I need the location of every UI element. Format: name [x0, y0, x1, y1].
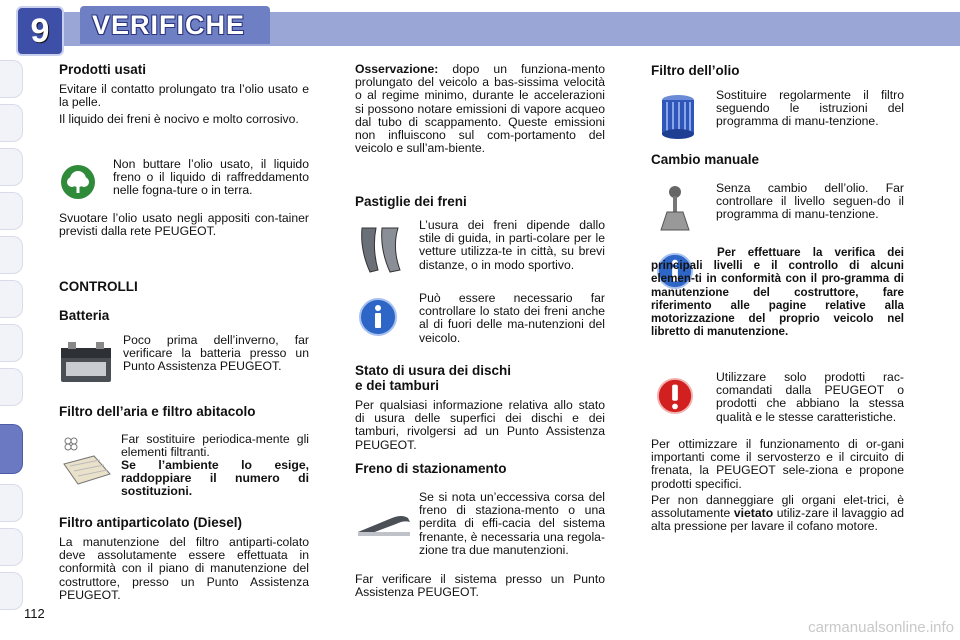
- chapter-tab[interactable]: [0, 104, 23, 142]
- observation-text: [355, 63, 605, 155]
- oil-filter-title: Filtro dell’olio: [651, 63, 740, 78]
- oil-filter-icon: [657, 92, 699, 142]
- chapter-tabs: [0, 60, 26, 620]
- chapter-tab[interactable]: [0, 572, 23, 610]
- warning-icon: [656, 377, 694, 415]
- info-icon: [358, 297, 398, 337]
- chapter-tab[interactable]: [0, 236, 23, 274]
- discs-title-line1: Stato di usura dei dischi: [355, 363, 512, 378]
- maintenance-note: Per effettuare la verifica dei principali livelli e il controllo di alcuni elemen-ti in conformità con il pro-gramma di manutenzione del costruttore, fare riferimento alle pagine relative alla motorizzazione del proprio veicolo nel libretto di manutenzione.: [651, 246, 904, 339]
- observation-label: Osservazione:: [355, 62, 439, 76]
- handbrake-icon: [356, 504, 412, 538]
- gearbox-title: Cambio manuale: [651, 152, 760, 167]
- discs-title-line2: e dei tamburi: [355, 378, 440, 393]
- recycle-tree-icon: [60, 164, 96, 200]
- battery-text: Poco prima dell’inverno, far verificare la batteria presso un Punto Assistenza PEUGEOT.: [123, 333, 309, 374]
- used-products-text: Evitare il contatto prolungato tra l’olio usato e la pelle.: [59, 82, 309, 110]
- air-filter-text: Far sostituire periodica-mente gli elementi filtranti.: [121, 432, 309, 460]
- watermark: carmanualsonline.info: [808, 619, 954, 636]
- chapter-tab[interactable]: [0, 192, 23, 230]
- gear-lever-icon: [655, 184, 695, 234]
- washing-text-b: utiliz-zare il lavaggio ad alta pressione per lavare il cofano motore.: [651, 506, 904, 534]
- chapter-tab[interactable]: [0, 368, 23, 406]
- used-products-title: Prodotti usati: [59, 62, 146, 77]
- chapter-tab[interactable]: [0, 280, 23, 318]
- brake-pads-icon: [356, 222, 408, 276]
- air-filter-note: Se l’ambiente lo esige, raddoppiare il numero di sostituzioni.: [121, 458, 309, 499]
- dpf-title: Filtro antiparticolato (Diesel): [59, 515, 243, 530]
- chapter-tab[interactable]: [0, 148, 23, 186]
- chapter-tab[interactable]: [0, 324, 23, 362]
- battery-title: Batteria: [59, 308, 110, 323]
- handbrake-text: [419, 491, 605, 557]
- disposal-text: Svuotare l’olio usato negli appositi con-tainer previsti dalla rete PEUGEOT.: [59, 211, 309, 239]
- disposal-note: Non buttare l’olio usato, il liquido freno o il liquido di raffreddamento nelle fogna-ture o in terra.: [113, 157, 309, 198]
- dpf-text: La manutenzione del filtro antiparti-colato deve assolutamente essere effettuata in conformità con il piano di manutenzione del costruttore, presso un Punto Assistenza PEUGEOT.: [59, 535, 309, 602]
- observation-body: dopo un funziona-mento prolungato del veicolo a bas-sissima velocità o al regime minimo, durante le accelerazioni si possono notare emissioni di vapore acqueo dal tubo di scappamento. Queste emissioni non influiscono sul com-portamento del veicolo e sull’am-biente.: [355, 62, 605, 156]
- air-filter-icon: [60, 434, 114, 488]
- page-title: VERIFICHE: [92, 10, 246, 40]
- washing-text-a: Per non danneggiare gli organi elet-trici, è assolutamente: [651, 493, 904, 521]
- chapter-number: 9: [16, 6, 64, 56]
- air-filter-title: Filtro dell’aria e filtro abitacolo: [59, 404, 256, 419]
- washing-forbidden: vietato: [733, 506, 774, 521]
- products-warning: Utilizzare solo prodotti rac-comandati dalla PEUGEOT o prodotti che abbiano la stessa qualità e le stesse caratteristiche.: [716, 370, 904, 424]
- brake-pads-info: Può essere necessario far controllare lo stato dei freni anche al di fuori delle ma-nutenzioni del veicolo.: [419, 291, 605, 345]
- page-header: [0, 0, 960, 56]
- battery-icon: [58, 336, 114, 386]
- chapter-tab-active[interactable]: [0, 424, 23, 474]
- controls-title: CONTROLLI: [59, 279, 138, 294]
- brake-fluid-text: Il liquido dei freni è nocivo e molto corrosivo.: [59, 112, 299, 126]
- handbrake-text2: Far verificare il sistema presso un Punto Assistenza PEUGEOT.: [355, 572, 605, 600]
- discs-text: Per qualsiasi informazione relativa allo stato di usura delle superfici dei dischi e dei tamburi, rivolgersi ad un Punto Assistenza PEUGEOT.: [355, 398, 605, 452]
- washing-text: [651, 494, 904, 534]
- brake-pads-text: L’usura dei freni dipende dallo stile di guida, in parti-colare per le vetture utilizza-te in città, su brevi distanze, o in modo sportivo.: [419, 218, 605, 272]
- products-text: Per ottimizzare il funzionamento di or-gani importanti come il servosterzo e il circuito di frenata, la PEUGEOT sele-ziona e propone prodotti specifici.: [651, 437, 904, 491]
- page-number: 112: [24, 606, 45, 621]
- chapter-tab[interactable]: [0, 484, 23, 522]
- chapter-tab[interactable]: [0, 60, 23, 98]
- oil-filter-text: Sostituire regolarmente il filtro seguendo le istruzioni del programma di manu-tenzione.: [716, 88, 904, 129]
- gearbox-text: Senza cambio dell’olio. Far controllare il livello seguen-do il programma di manu-tenzione.: [716, 181, 904, 222]
- chapter-tab[interactable]: [0, 528, 23, 566]
- handbrake-text-body: Se si nota un’eccessiva corsa del freno di staziona-mento o una perdita di effi-cacia del sistema frenante, è necessaria una regola-zione tra due manutenzioni.: [419, 490, 605, 557]
- brake-pads-title: Pastiglie dei freni: [355, 194, 467, 209]
- handbrake-title: Freno di stazionamento: [355, 461, 507, 476]
